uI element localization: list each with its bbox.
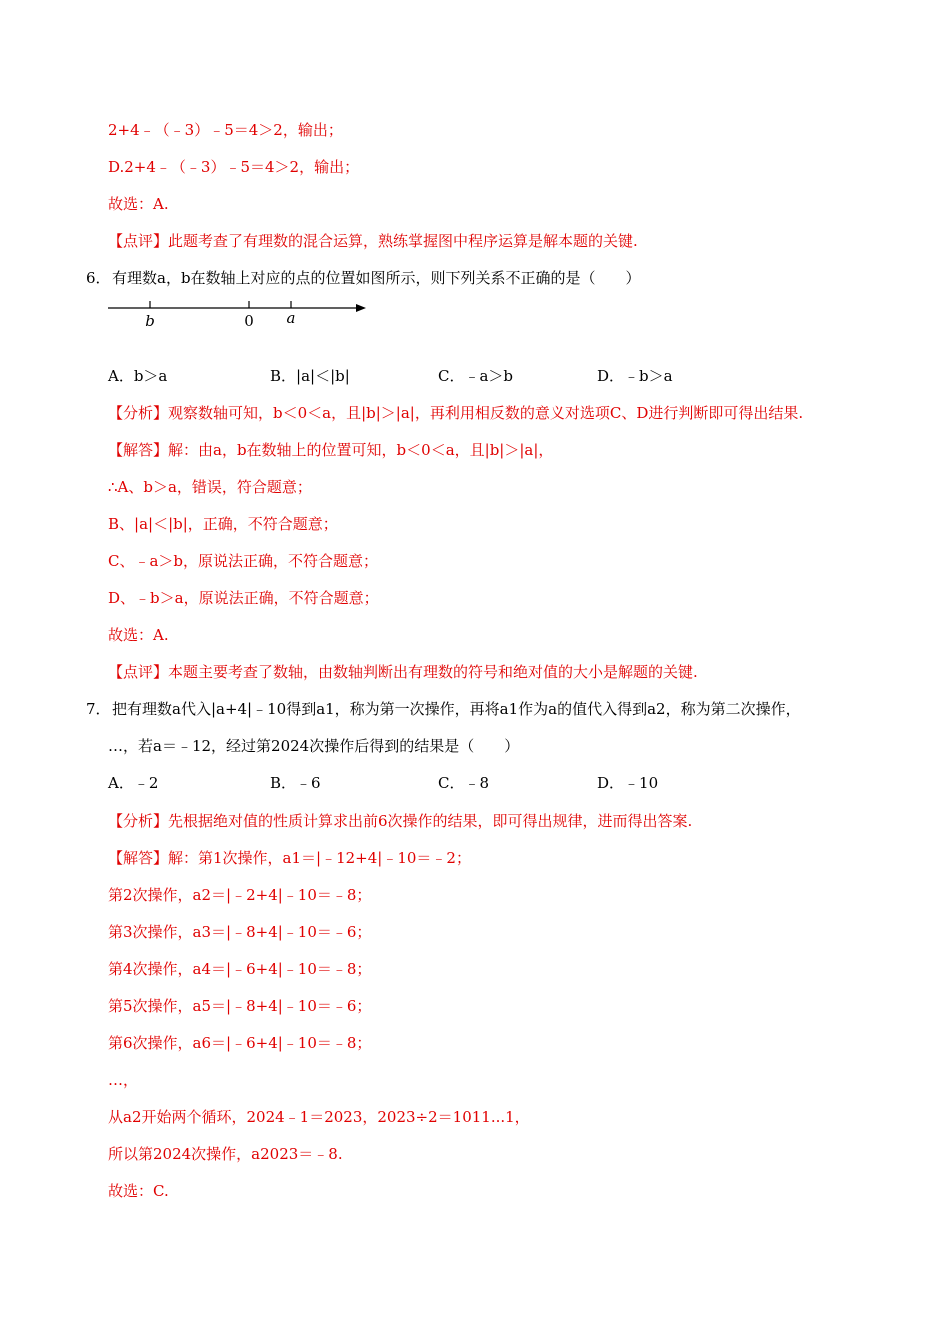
q6-number: 6． (86, 269, 111, 287)
q6-analysis: 【分析】观察数轴可知，b＜0＜a，且|b|＞|a|，再利用相反数的意义对选项C、D进行判断即可得出结果. (108, 404, 804, 422)
q6-option-d: D．﹣b＞a (597, 367, 673, 385)
q6-solution-5: D、﹣b＞a，原说法正确，不符合题意； (108, 589, 379, 607)
q7-stem-line-2: …，若a＝﹣12，经过第2024次操作后得到的结果是（ ） (108, 737, 520, 755)
q7-solution-3: 第3次操作，a3＝|﹣8+4|﹣10＝﹣6； (108, 923, 372, 941)
axis-arrow-icon (356, 304, 366, 312)
q6-solution-3: B、|a|＜|b|，正确，不符合题意； (108, 515, 338, 533)
q7-option-c: C．﹣8 (438, 774, 490, 792)
label-0: 0 (244, 312, 254, 330)
q7-option-a: A．﹣2 (108, 774, 159, 792)
q7-number: 7． (86, 700, 111, 718)
q7-answer: 故选：C. (108, 1182, 169, 1200)
q7-solution-6: 第6次操作，a6＝|﹣6+4|﹣10＝﹣8； (108, 1034, 372, 1052)
q7-solution-4: 第4次操作，a4＝|﹣6+4|﹣10＝﹣8； (108, 960, 372, 978)
q7-solution-1: 【解答】解：第1次操作，a1＝|﹣12+4|﹣10＝﹣2； (108, 849, 471, 867)
q6-solution-2: ∴A、b＞a，错误，符合题意； (108, 478, 312, 496)
q7-conclusion: 所以第2024次操作，a2023＝﹣8. (108, 1145, 343, 1163)
q6-answer: 故选：A. (108, 626, 169, 644)
q6-option-c: C．﹣a＞b (438, 367, 514, 385)
q7-option-d: D．﹣10 (597, 774, 659, 792)
q6-solution-1: 【解答】解：由a，b在数轴上的位置可知，b＜0＜a，且|b|＞|a|， (108, 441, 554, 459)
label-a: a (286, 309, 296, 327)
prev-comment: 【点评】此题考查了有理数的混合运算，熟练掌握图中程序运算是解本题的关键. (108, 232, 638, 250)
q7-cycle: 从a2开始两个循环，2024﹣1＝2023，2023÷2＝1011...1， (108, 1108, 530, 1126)
q6-option-a: A．b＞a (108, 367, 168, 385)
q7-solution-2: 第2次操作，a2＝|﹣2+4|﹣10＝﹣8； (108, 886, 372, 904)
q6-comment: 【点评】本题主要考查了数轴，由数轴判断出有理数的符号和绝对值的大小是解题的关键. (108, 663, 698, 681)
q7-solution-5: 第5次操作，a5＝|﹣8+4|﹣10＝﹣6； (108, 997, 372, 1015)
prev-solution-line-2: D.2+4﹣（﹣3）﹣5＝4＞2，输出； (108, 158, 360, 176)
q7-option-b: B．﹣6 (270, 774, 321, 792)
label-b: b (145, 312, 155, 330)
number-line (108, 298, 378, 334)
q6-solution-4: C、﹣a＞b，原说法正确，不符合题意； (108, 552, 379, 570)
q6-option-b: B．|a|＜|b| (270, 367, 350, 385)
prev-solution-line-1: 2+4﹣（﹣3）﹣5＝4＞2，输出； (108, 121, 343, 139)
q7-stem-line-1: 把有理数a代入|a+4|﹣10得到a1，称为第一次操作，再将a1作为a的值代入得到a2，称为第二次操作， (112, 700, 801, 718)
q7-analysis: 【分析】先根据绝对值的性质计算求出前6次操作的结果，即可得出规律，进而得出答案. (108, 812, 693, 830)
prev-answer: 故选：A. (108, 195, 169, 213)
q7-ellipsis: …， (108, 1071, 139, 1089)
q6-stem: 有理数a，b在数轴上对应的点的位置如图所示，则下列关系不正确的是（ ） (112, 269, 641, 287)
